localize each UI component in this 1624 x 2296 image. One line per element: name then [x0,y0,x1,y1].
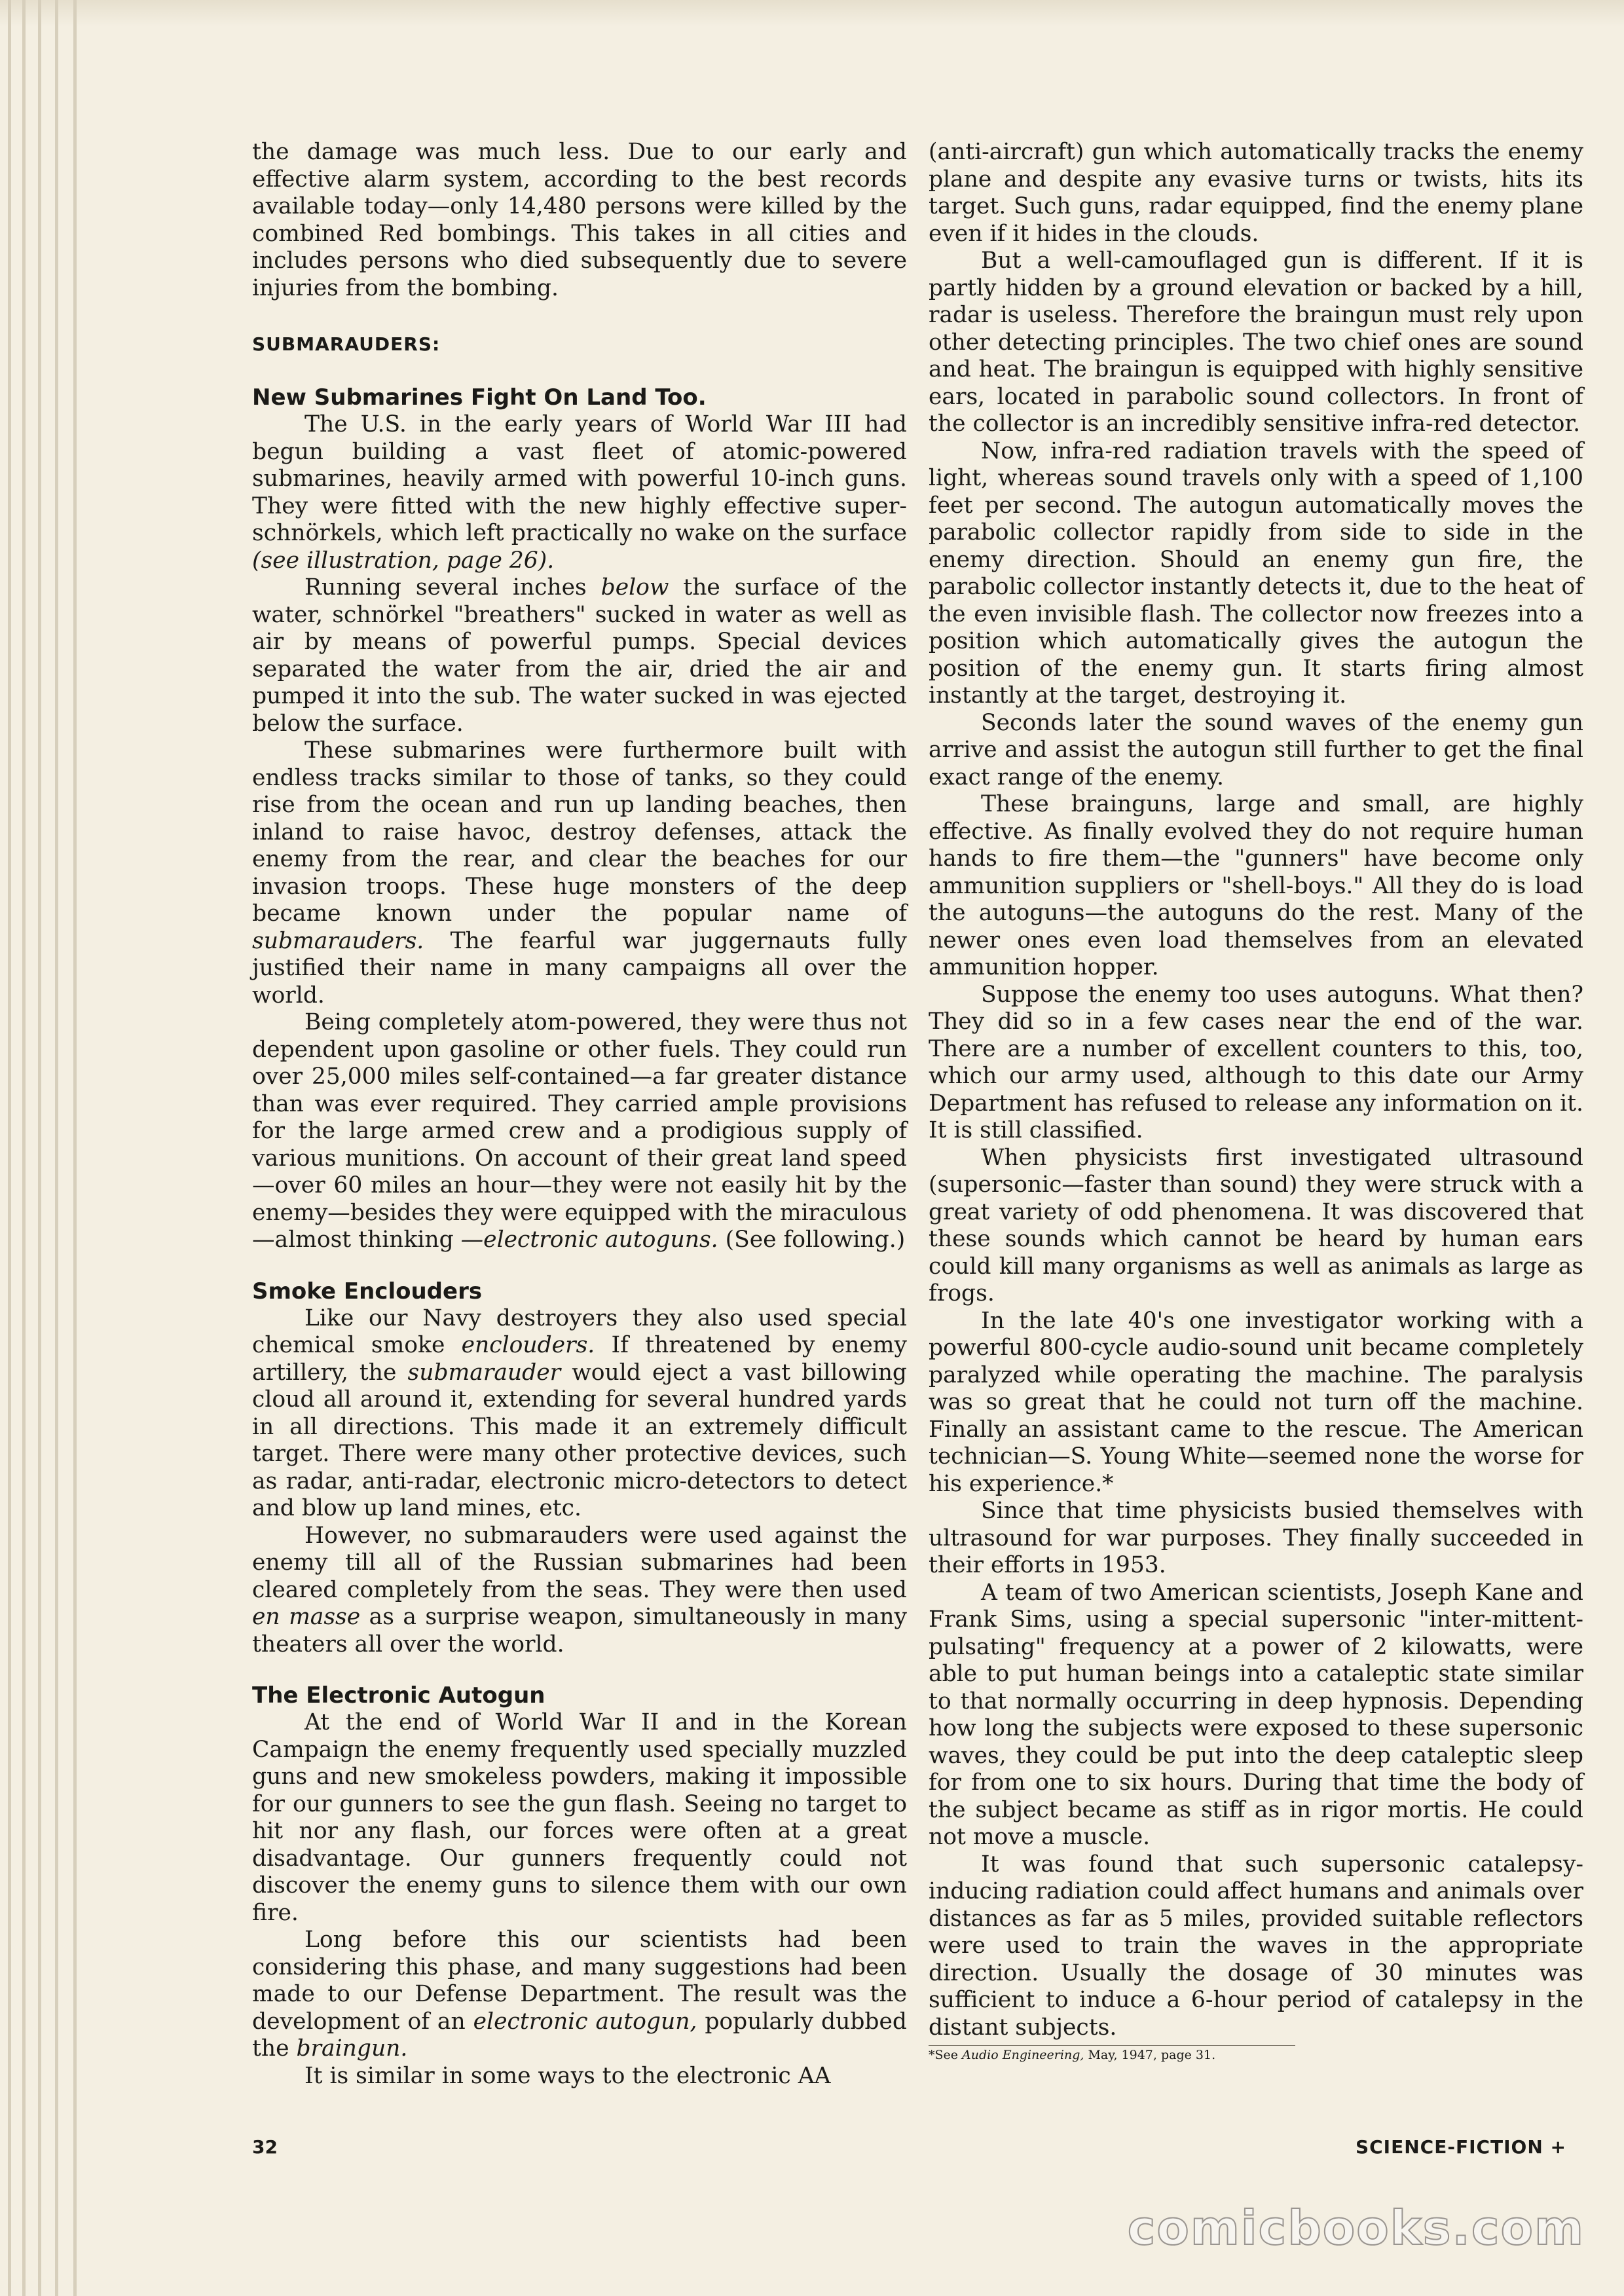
watermark: comicbooks.com [1127,2200,1585,2255]
paragraph: In the late 40's one investigator working with a powerful 800-cycle audio-sound unit became completely paralyzed while operating the machine. The paralysis was so great that he could not turn off the machine. Finally an assistant came to the rescue. The American technician—S. Young White—seemed none the worse for his experience.* [929,1307,1583,1497]
paragraph: The U.S. in the early years of World War III had begun building a vast fleet of atomic-powered submarines, heavily armed with powerful 10-inch guns. They were fitted with the new highly effective super-schnörkels, which left practically no wake on the surface (see illustration, page 26). [252,411,907,574]
page-number: 32 [252,2136,278,2158]
subheading-smoke-enclouders: Smoke Enclouders [252,1278,483,1305]
footnote: *See Audio Engineering, May, 1947, page 31. [929,2045,1295,2062]
paragraph: Being completely atom-powered, they were thus not dependent upon gasoline or other fuels. They could run over 25,000 miles self-contained—a far greater distance than was ever required. They carried ample provisions for the large armed crew and a prodigious supply of various munitions. On account of their great land speed—over 60 miles an hour—they were not easily hit by the enemy—besides they were equipped with the miraculous—almost thinking —electronic autoguns. (See following.) [252,1009,907,1253]
paragraph: Suppose the enemy too uses autoguns. What then? They did so in a few cases near the end of the war. There are a number of excellent counters to this, too, which our army used, although to this date our Army Department has refused to release any information on it. It is still classified. [929,981,1583,1143]
subheading-new-submarines: New Submarines Fight On Land Too. [252,384,707,411]
paragraph: It was found that such supersonic catalepsy-inducing radiation could affect humans and animals over distances as far as 5 miles, provided suitable reflectors were used to train the waves in the appropriate direction. Usually the dosage of 30 minutes was sufficient to induce a 6-hour period of catalepsy in the distant subjects. [929,1851,1583,2041]
paragraph: At the end of World War II and in the Korean Campaign the enemy frequently used specially muzzled guns and new smokeless powders, making it impossible for our gunners to see the gun flash. Seeing no target to hit nor any flash, our forces were often at a great disadvantage. Our gunners frequently could not discover the enemy guns to silence them with our own fire. [252,1709,907,1926]
page-edge-stack [0,0,98,2296]
paragraph: When physicists first investigated ultrasound (supersonic—faster than sound) they were struck with a great variety of odd phenomena. It was discovered that these sounds which cannot be heard by human ears could kill many organisms as well as animals as large as frogs. [929,1144,1583,1306]
paragraph: These brainguns, large and small, are highly effective. As finally evolved they do not require human hands to fire them—the "gunners" have become only ammunition suppliers or "shell-boys." All they do is load the autoguns—the autoguns do the rest. Many of the newer ones even load themselves from an elevated ammunition hopper. [929,791,1583,980]
paragraph: Running several inches below the surface of the water, schnörkel "breathers" sucked in water as well as air by means of powerful pumps. Special devices separated the water from the air, dried the air and pumped it into the sub. The water sucked in was ejected below the surface. [252,574,907,737]
paragraph: Like our Navy destroyers they also used special chemical smoke enclouders. If threatened by enemy artillery, the submarauder would eject a vast billowing cloud all around it, extending for several hundred yards in all directions. This made it an extremely difficult target. There were many other protective devices, such as radar, anti-radar, electronic micro-detectors to detect and blow up land mines, etc. [252,1305,908,1521]
paragraph: the damage was much less. Due to our early and effective alarm system, according to the best records available today—only 14,480 persons were killed by the combined Red bombings. This takes in all cities and includes persons who died subsequently due to severe injuries from the bombing. [252,139,907,301]
paragraph: But a well-camouflaged gun is different. If it is partly hidden by a ground elevation or backed by a hill, radar is useless. Therefore the braingun must rely upon other detecting principles. The two chief ones are sound and heat. The braingun is equipped with highly sensitive ears, located in parabolic sound collectors. In front of the collector is an incredibly sensitive infra-red detector. [929,248,1583,437]
section-label: SUBMARAUDERS: [252,333,441,355]
magazine-title: SCIENCE-FICTION + [1355,2136,1566,2158]
paragraph: These submarines were furthermore built with endless tracks similar to those of tanks, so they could rise from the ocean and run up landing beaches, then inland to raise havoc, destroy defenses, attack the enemy from the rear, and clear the beaches for our invasion troops. These huge monsters of the deep became known under the popular name of submarauders. The fearful war juggernauts fully justified their name in many campaigns all over the world. [252,737,907,1009]
paragraph: It is similar in some ways to the electronic AA [304,2062,831,2089]
paragraph: Now, infra-red radiation travels with the speed of light, whereas sound travels only with a speed of 1,100 feet per second. The autogun automatically moves the parabolic collector rapidly from side to side in the enemy direction. Should an enemy gun fire, the parabolic collector instantly detects it, due to the heat of the even invisible flash. The collector now freezes into a position which automatically gives the autogun the position of the enemy gun. It starts firing almost instantly at the target, destroying it. [929,437,1583,709]
subheading-electronic-autogun: The Electronic Autogun [252,1682,545,1709]
paragraph: A team of two American scientists, Joseph Kane and Frank Sims, using a special supersonic "inter-mittent-pulsating" frequency at a power of 2 kilowatts, were able to put human beings into a cataleptic state similar to that normally occurring in deep hypnosis. Depending how long the subjects were exposed to these supersonic waves, they could be put into the deep cataleptic sleep for from one to six hours. During that time the body of the subject became as stiff as in rigor mortis. He could not move a muscle. [929,1579,1583,1850]
page-top-edge [0,0,1624,26]
right-column [929,139,1583,2062]
paragraph: Seconds later the sound waves of the enemy gun arrive and assist the autogun still further to get the final exact range of the enemy. [929,709,1583,790]
paragraph: Since that time physicists busied themselves with ultrasound for war purposes. They finally succeeded in their efforts in 1953. [929,1498,1583,1578]
paragraph: Long before this our scientists had been considering this phase, and many suggestions had been made to our Defense Department. The result was the development of an electronic autogun, popularly dubbed the braingun. [252,1927,908,2062]
paragraph: (anti-aircraft) gun which automatically tracks the enemy plane and despite any evasive turns or twists, hits its target. Such guns, radar equipped, find the enemy plane even if it hides in the clouds. [929,139,1583,247]
paragraph: However, no submarauders were used against the enemy till all of the Russian submarines had been cleared completely from the seas. They were then used en masse as a surprise weapon, simultaneously in many theaters all over the world. [252,1522,907,1657]
left-column [252,139,907,2090]
